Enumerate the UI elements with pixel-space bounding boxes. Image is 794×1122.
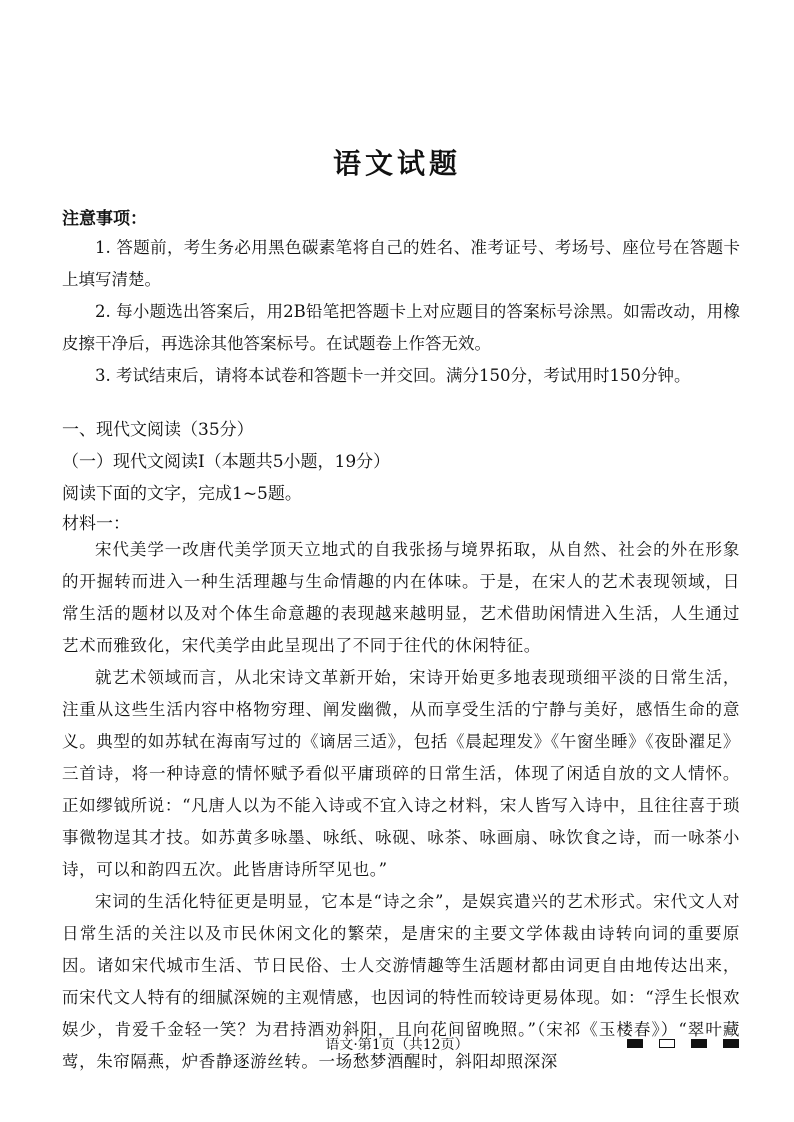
notice-item: 1. 答题前，考生务必用黑色碳素笔将自己的姓名、准考证号、考场号、座位号在答题卡上填写清楚。 bbox=[62, 238, 740, 289]
notice-heading: 注意事项： bbox=[62, 209, 147, 229]
paragraph: 宋代美学一改唐代美学顶天立地式的自我张扬与境界拓取，从自然、社会的外在形象的开掘转而进入一种生活理趣与生命情趣的内在体味。于是，在宋人的艺术表现领域，日常生活的题材以及对个体生命意趣的表现越来越明显，艺术借助闲情进入生活，人生通过艺术而雅致化，宋代美学由此呈现出了不同于往代的休闲特征。 bbox=[62, 540, 740, 655]
notice-item: 2. 每小题选出答案后，用2B铅笔把答题卡上对应题目的答案标号涂黑。如需改动，用橡皮擦干净后，再选涂其他答案标号。在试题卷上作答无效。 bbox=[62, 302, 740, 353]
reading-instruction: 阅读下面的文字，完成1~5题。 bbox=[62, 484, 302, 504]
scan-mark-empty bbox=[659, 1039, 675, 1048]
page-title: 语文试题 bbox=[332, 147, 461, 180]
notice-list bbox=[62, 232, 740, 392]
paragraph: 就艺术领域而言，从北宋诗文革新开始，宋诗开始更多地表现琐细平淡的日常生活，注重从这些生活内容中格物穷理、阐发幽微，从而享受生活的宁静与美好，感悟生命的意义。典型的如苏轼在海南写过的《谪居三适》，包括《晨起理发》《午窗坐睡》《夜卧濯足》三首诗，将一种诗意的情怀赋予看似平庸琐碎的日常生活，体现了闲适自放的文人情怀。正如缪钺所说：“凡唐人以为不能入诗或不宜入诗之材料，宋人皆写入诗中，且往往喜于琐事微物逞其才技。如苏黄多咏墨、咏纸、咏砚、咏茶、咏画扇、咏饮食之诗，而一咏茶小诗，可以和韵四五次。此皆唐诗所罕见也。” bbox=[62, 668, 740, 879]
scan-mark-filled bbox=[627, 1039, 643, 1048]
scan-mark-filled bbox=[691, 1039, 707, 1048]
subsection-heading: （一）现代文阅读Ⅰ（本题共5小题，19分） bbox=[62, 452, 391, 472]
section-heading: 一、现代文阅读（35分） bbox=[62, 420, 254, 440]
material-text bbox=[62, 534, 740, 1078]
page-footer: 语文·第1页（共12页） bbox=[325, 1037, 469, 1053]
material-label: 材料一： bbox=[62, 514, 130, 534]
paragraph: 宋词的生活化特征更是明显，它本是“诗之余”，是娱宾遣兴的艺术形式。宋代文人对日常生活的关注以及市民休闲文化的繁荣，是唐宋的主要文学体裁由诗转向词的重要原因。诸如宋代城市生活、节日民俗、士人交游情趣等生活题材都由词更自由地传达出来，而宋代文人特有的细腻深婉的主观情感，也因词的特性而较诗更易体现。如：“浮生长恨欢娱少，肯爱千金轻一笑？为君持酒劝斜阳，且向花间留晚照。”（宋祁《玉楼春》）“翠叶藏莺，朱帘隔燕，炉香静逐游丝转。一场愁梦酒醒时，斜阳却照深深 bbox=[62, 892, 740, 1071]
scan-mark-filled bbox=[723, 1039, 739, 1048]
notice-item: 3. 考试结束后，请将本试卷和答题卡一并交回。满分150分，考试用时150分钟。 bbox=[95, 366, 691, 385]
